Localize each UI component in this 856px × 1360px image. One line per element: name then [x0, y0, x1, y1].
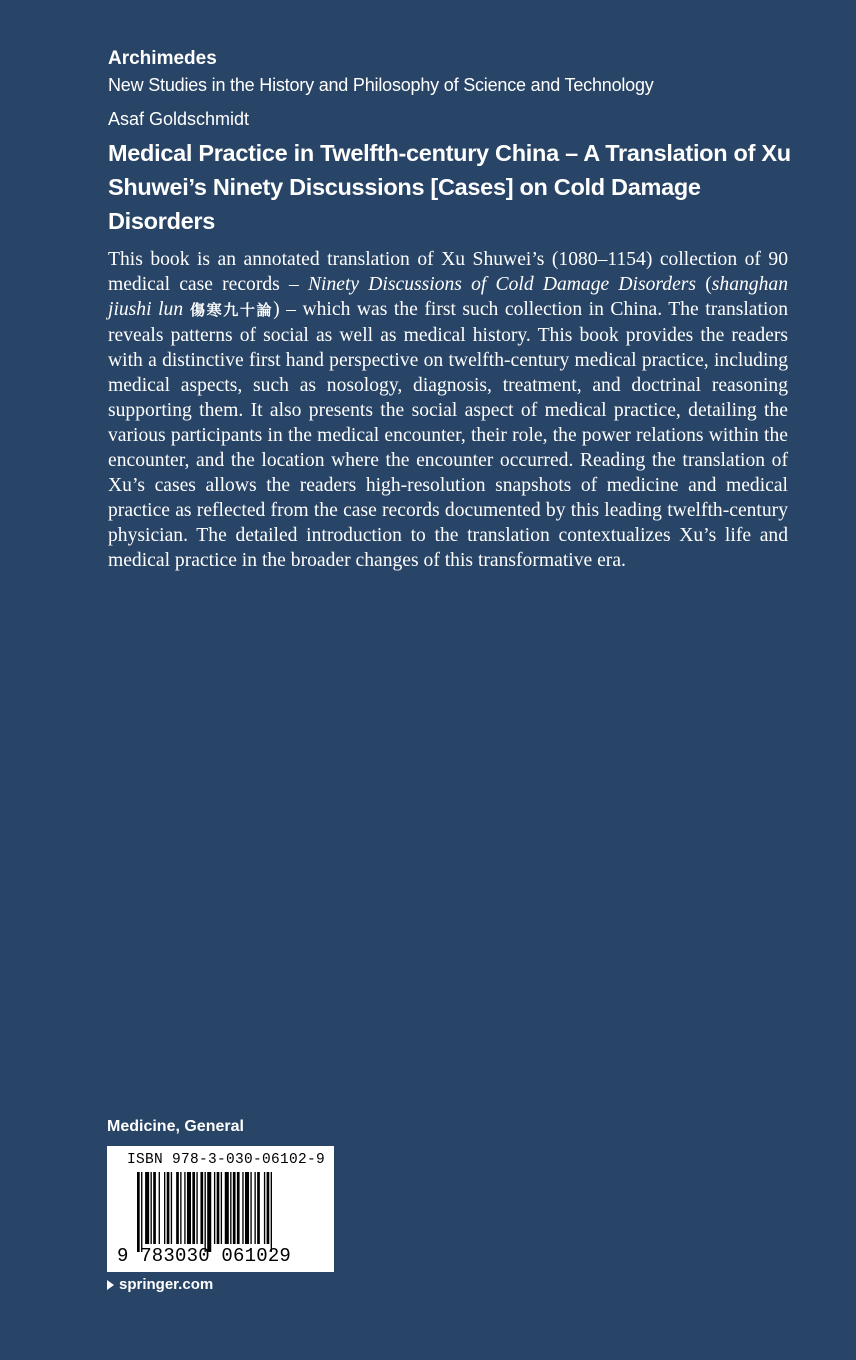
- barcode-bar: [153, 1172, 156, 1244]
- series-title: Archimedes: [108, 48, 217, 69]
- book-title: [108, 136, 808, 238]
- barcode-bar: [271, 1172, 272, 1252]
- blurb-italic-title: Ninety Discussions of Cold Damage Disorders: [307, 274, 697, 295]
- footer-link[interactable]: [107, 1276, 213, 1293]
- blurb-chinese-title: 傷寒九十論: [183, 301, 274, 319]
- barcode-bar: [242, 1172, 243, 1244]
- barcode-bar: [137, 1172, 140, 1252]
- barcode-bar: [267, 1172, 270, 1244]
- isbn-barcode: [107, 1146, 334, 1272]
- book-title-line-2: Shuwei’s Ninety Discussions [Cases] on Cold Damage Disorders: [108, 174, 701, 234]
- blurb-text-1: This book is an annotated translation of Xu Shuwei’s (1080–1154) collection of 90 medical case records –: [108, 249, 788, 295]
- arrow-right-icon: [107, 1280, 114, 1290]
- barcode-bar: [230, 1172, 231, 1244]
- book-title-line-1: Medical Practice in Twelfth-century China – A Translation of Xu: [108, 140, 791, 166]
- isbn-label: ISBN 978-3-030-06102-9: [127, 1152, 326, 1168]
- barcode-bar: [225, 1172, 229, 1244]
- barcode-bar: [217, 1172, 220, 1244]
- barcode-bar: [145, 1172, 149, 1244]
- barcode-bar: [257, 1172, 260, 1244]
- barcode-bar: [176, 1172, 179, 1244]
- barcode-bar: [192, 1172, 195, 1244]
- barcode-bar: [233, 1172, 236, 1244]
- subject-category: Medicine, General: [107, 1118, 244, 1135]
- barcode-bar: [151, 1172, 152, 1244]
- footer-link-text[interactable]: springer.com: [119, 1276, 214, 1293]
- header: [108, 46, 808, 238]
- barcode-bar: [245, 1172, 249, 1244]
- barcode-bar: [171, 1172, 172, 1244]
- barcode-bar: [205, 1172, 206, 1252]
- barcode-bar: [214, 1172, 215, 1244]
- barcode-bar: [264, 1172, 265, 1244]
- barcode-bar: [141, 1172, 142, 1252]
- barcode-bar: [180, 1172, 181, 1244]
- barcode-bar: [167, 1172, 170, 1244]
- author-name: Asaf Goldschmidt: [108, 109, 250, 129]
- barcode-bar: [254, 1172, 255, 1244]
- series-subtitle: New Studies in the History and Philosophy of Science and Technology: [108, 75, 654, 95]
- barcode-bar: [164, 1172, 165, 1244]
- barcode-bar: [187, 1172, 191, 1244]
- barcode-bar: [250, 1172, 251, 1244]
- barcode-bar: [237, 1172, 240, 1244]
- barcode-bar: [184, 1172, 185, 1244]
- blurb-italic-pinyin: shanghan jiushi lun: [108, 274, 788, 320]
- barcode-digits: 9 783030 061029: [117, 1245, 292, 1267]
- barcode-bar: [196, 1172, 197, 1244]
- barcode-bar: [200, 1172, 203, 1244]
- barcode-bar: [207, 1172, 211, 1252]
- barcode-bar: [159, 1172, 160, 1244]
- blurb-text-3: ) – which was the first such collection in China. The translation reveals patterns of social as well as medical history. This book provides the readers with a distinctive first hand perspective on twelfth-century medical practice, including medical aspects, such as nosology, diagnosis, treatment, and doctrinal reasoning supporting them. It also presents the social aspect of medical practice, detailing the various participants in the medical encounter, their role, the power relations within the encounter, and the location where the encounter occurred. Reading the translation of Xu’s cases allows the readers high-resolution snapshots of medicine and medical practice as reflected from the case records documented by this leading twelfth-century physician. The detailed introduction to the translation contextualizes Xu’s life and medical practice in the broader changes of this transformative era.: [108, 299, 788, 571]
- book-description: [108, 247, 788, 573]
- blurb-text-2: (: [696, 274, 712, 295]
- barcode-bar: [221, 1172, 222, 1244]
